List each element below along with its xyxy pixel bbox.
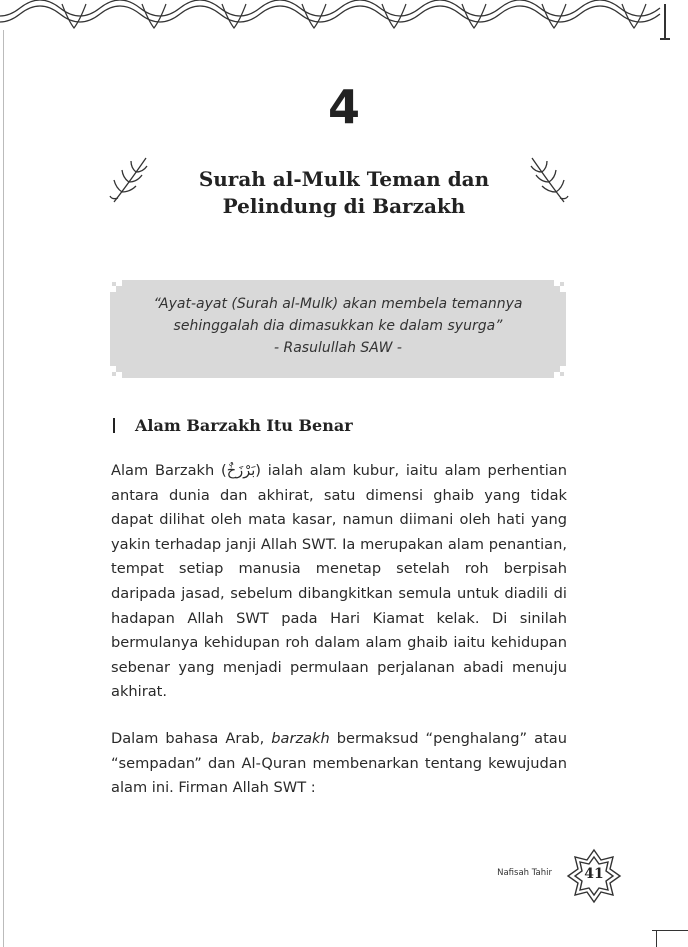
- body-paragraph-1: [111, 459, 567, 705]
- top-right-crop-mark: [664, 4, 666, 40]
- section-heading: [113, 416, 573, 435]
- left-sprig-ornament: [108, 152, 152, 206]
- p1-arabic-term: بَرْزَخٌ: [226, 462, 256, 479]
- left-page-edge: [3, 30, 4, 947]
- hadith-quote: [110, 293, 566, 359]
- quote-attribution: - Rasulullah SAW -: [274, 340, 402, 356]
- bottom-right-crop-mark-v: [656, 930, 657, 947]
- section-heading-text: Alam Barzakh Itu Benar: [135, 416, 353, 435]
- chapter-title-line-2: Pelindung di Barzakh: [222, 194, 466, 218]
- right-sprig-ornament: [526, 152, 570, 206]
- chapter-title: [160, 166, 528, 220]
- section-heading-bar: [113, 418, 115, 433]
- p2-lead: Dalam bahasa Arab,: [111, 730, 272, 747]
- p2-italic-term: barzakh: [271, 730, 330, 747]
- footer-author-name: Nafisah Tahir: [497, 868, 552, 878]
- top-right-crop-mark-h: [660, 38, 670, 40]
- page-number: 41: [584, 866, 604, 882]
- ornamental-top-border: [0, 0, 688, 40]
- bottom-right-crop-mark: [652, 930, 688, 931]
- p2-rest: bermaksud “penghalang” atau “sempadan” dan Al-Quran membenarkan tentang kewujudan alam ini. Firman Allah SWT :: [111, 730, 567, 797]
- chapter-title-line-1: Surah al-Mulk Teman dan: [198, 167, 490, 191]
- p1-rest: ) ialah alam kubur, iaitu alam perhentian antara dunia dan akhirat, satu dimensi ghaib yang tidak dapat dilihat oleh mata kasar, namun diimani oleh hati yang yakin terhadap janji Allah SWT. Ia merupakan alam penantian, tempat setiap manusia menetap setelah roh berpisah daripada jasad, sebelum dibangkitkan semula untuk diadili di hadapan Allah SWT pada Hari Kiamat kelak. Di sinilah bermulanya kehidupan roh dalam alam ghaib iaitu kehidupan sebenar yang menjadi permulaan perjalanan abadi menuju akhirat.: [111, 462, 567, 701]
- quote-line-2: sehinggalah dia dimasukkan ke dalam syurga”: [173, 318, 503, 334]
- p1-lead: Alam Barzakh (: [111, 462, 227, 479]
- body-paragraph-2: [111, 727, 567, 801]
- quote-line-1: “Ayat-ayat (Surah al-Mulk) akan membela temannya: [153, 296, 523, 312]
- chapter-number: 4: [327, 80, 360, 134]
